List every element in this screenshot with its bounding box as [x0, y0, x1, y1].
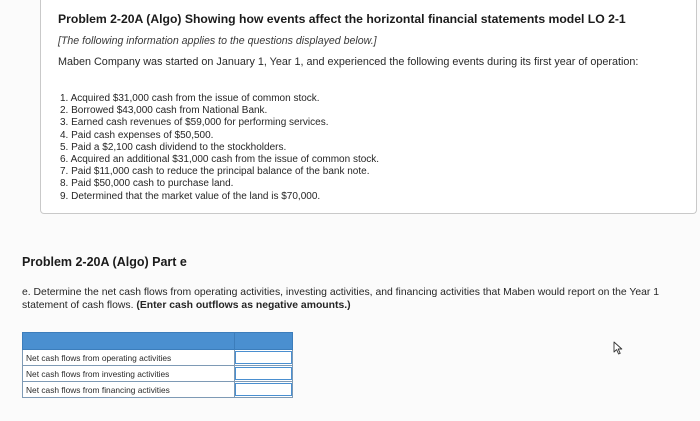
event-item: 6. Acquired an additional $31,000 cash from the issue of common stock.: [60, 154, 380, 166]
problem-note: [The following information applies to the questions displayed below.]: [58, 35, 377, 47]
instruction-text: e. Determine the net cash flows from operating activities, investing activities, and financing activities that Maben would report on the Year 1 statement of cash flows.: [22, 287, 660, 311]
part-title: Problem 2-20A (Algo) Part e: [22, 255, 187, 269]
table-header-cell: [23, 333, 235, 350]
event-item: 7. Paid $11,000 cash to reduce the principal balance of the bank note.: [60, 166, 370, 178]
financing-cash-flow-input[interactable]: [235, 383, 292, 396]
problem-intro: Maben Company was started on January 1, Year 1, and experienced the following events during its first year of operation:: [58, 56, 639, 68]
event-item: 4. Paid cash expenses of $50,500.: [60, 129, 214, 141]
table-row: [23, 350, 293, 366]
event-item: 2. Borrowed $43,000 cash from National Bank.: [60, 105, 268, 117]
part-instruction: [22, 287, 692, 313]
event-item: 9. Determined that the market value of the land is $70,000.: [60, 190, 321, 202]
row-label-financing: Net cash flows from financing activities: [23, 382, 235, 398]
table-header-row: [23, 333, 293, 350]
problem-info-box: [40, 0, 697, 214]
mouse-cursor-icon: [613, 341, 625, 355]
table-row: [23, 366, 293, 382]
event-item: 1. Acquired $31,000 cash from the issue of common stock.: [60, 93, 320, 104]
cash-flow-answer-table: [22, 332, 293, 398]
financing-cash-flow-cell: [235, 382, 293, 398]
events-list: [60, 93, 379, 203]
instruction-bold: (Enter cash outflows as negative amounts.): [136, 299, 351, 311]
problem-title: Problem 2-20A (Algo) Showing how events affect the horizontal financial statements model LO 2-1: [58, 12, 626, 26]
event-item: 5. Paid a $2,100 cash dividend to the stockholders.: [60, 141, 287, 153]
investing-cash-flow-input[interactable]: [235, 367, 292, 380]
event-item: 3. Earned cash revenues of $59,000 for performing services.: [60, 117, 329, 129]
row-label-operating: Net cash flows from operating activities: [23, 350, 235, 366]
operating-cash-flow-input[interactable]: [235, 351, 292, 364]
event-item: 8. Paid $50,000 cash to purchase land.: [60, 178, 234, 190]
investing-cash-flow-cell: [235, 366, 293, 382]
operating-cash-flow-cell: [235, 350, 293, 366]
row-label-investing: Net cash flows from investing activities: [23, 366, 235, 382]
table-row: [23, 382, 293, 398]
table-header-cell: [235, 333, 293, 350]
